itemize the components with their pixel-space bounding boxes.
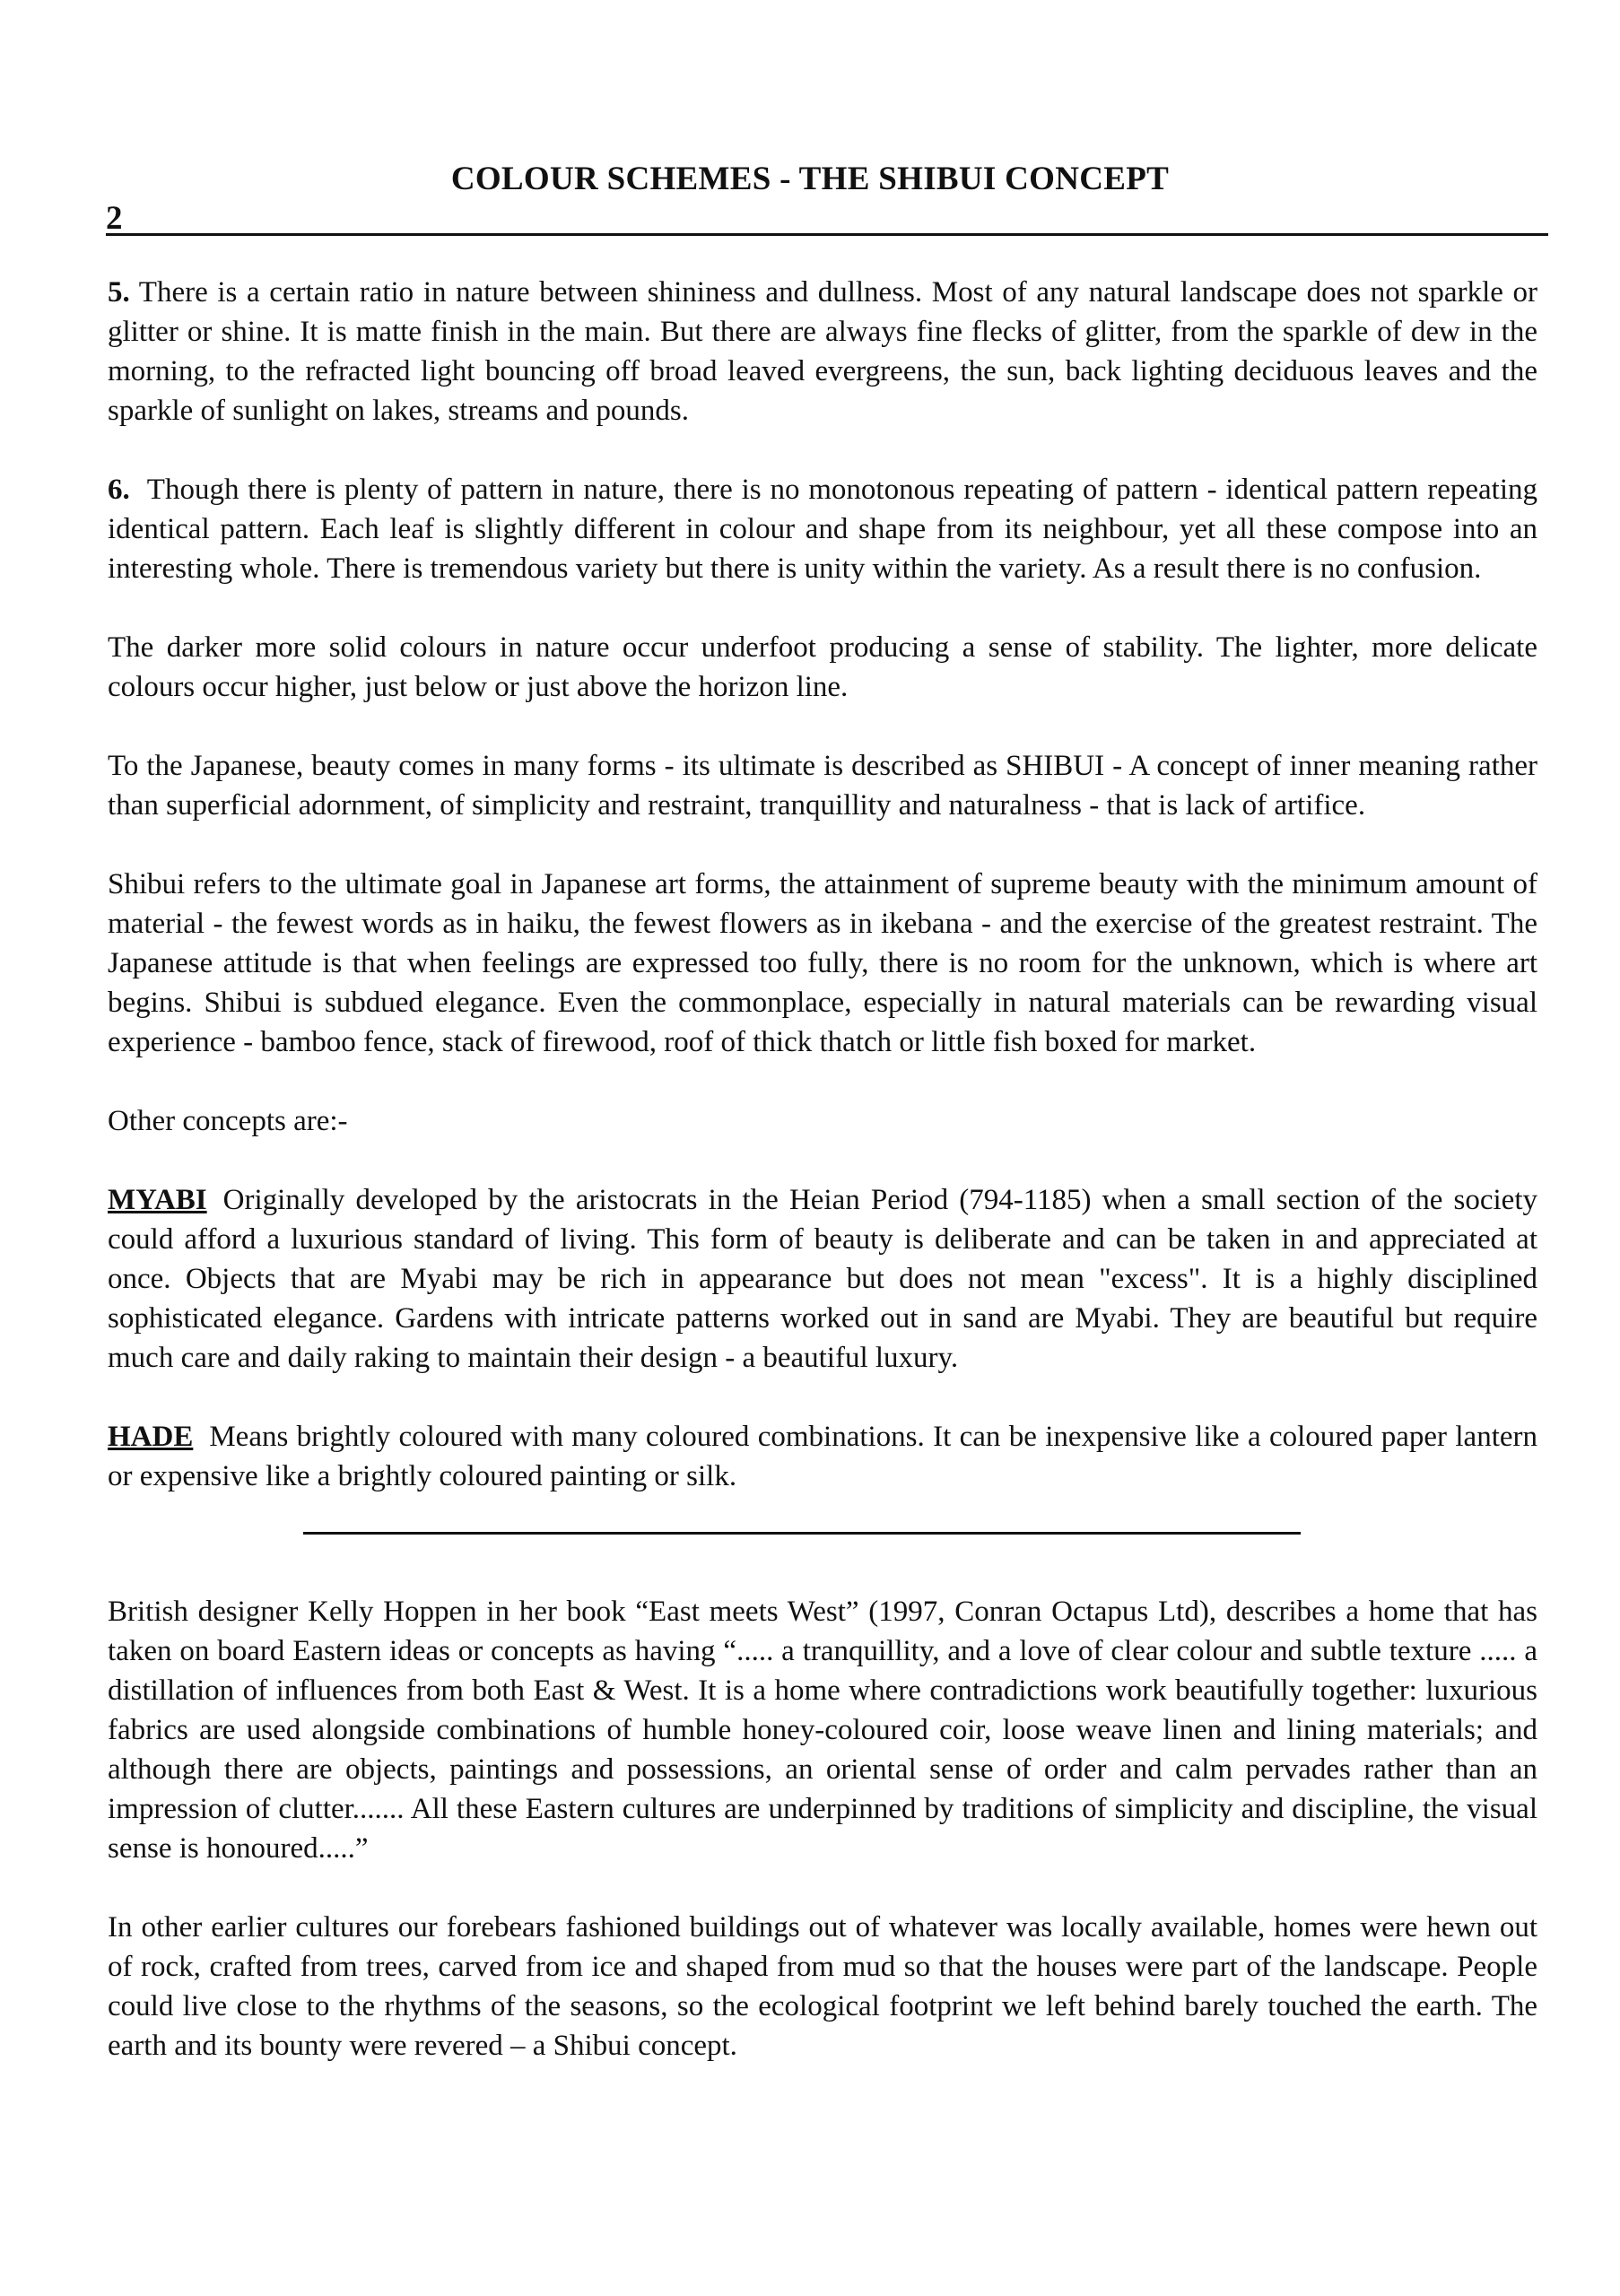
paragraph-number: 6. <box>108 474 130 506</box>
page-number: 2 <box>106 200 123 237</box>
concept-myabi <box>108 1180 1537 1378</box>
concept-text: Means brightly coloured with many coloured combinations. It can be inexpensive like a coloured paper lantern or expensive like a brightly coloured painting or silk. <box>108 1421 1537 1492</box>
section-divider <box>303 1532 1301 1535</box>
concept-term: MYABI <box>108 1184 207 1216</box>
paragraph-colours: The darker more solid colours in nature occur underfoot producing a sense of stability. The lighter, more delicate colours occur higher, just below or just above the horizon line. <box>108 631 1537 703</box>
body-text <box>108 273 1537 2105</box>
page-title: COLOUR SCHEMES - THE SHIBUI CONCEPT <box>450 161 1170 197</box>
concept-hade <box>108 1417 1537 1496</box>
paragraph-6 <box>108 470 1537 588</box>
paragraph-earlier-cultures: In other earlier cultures our forebears fashioned buildings out of whatever was locally available, homes were hewn out of rock, crafted from trees, carved from ice and shaped from mud so that the houses were part of the landscape. People could live close to the rhythms of the seasons, so the ecological footprint we left behind barely touched the earth. The earth and its bounty were revered – a Shibui concept. <box>108 1911 1537 2062</box>
paragraph-5 <box>108 273 1537 430</box>
paragraph-shibui: Shibui refers to the ultimate goal in Japanese art forms, the attainment of supreme beauty with the minimum amount of material - the fewest words as in haiku, the fewest flowers as in ikebana - and the exercise of the greatest restraint. The Japanese attitude is that when feelings are expressed too fully, there is no room for the unknown, which is where art begins. Shibui is subdued elegance. Even the commonplace, especially in natural materials can be rewarding visual experience - bamboo fence, stack of firewood, roof of thick thatch or little fish boxed for market. <box>108 868 1537 1058</box>
paragraph-other-concepts: Other concepts are:- <box>108 1105 348 1137</box>
paragraph-text: There is a certain ratio in nature between shininess and dullness. Most of any natural landscape does not sparkle or glitter or shine. It is matte finish in the main. But there are always fine flecks of glitter, from the sparkle of dew in the morning, to the refracted light bouncing off broad leaved evergreens, the sun, back lighting deciduous leaves and the sparkle of sunlight on lakes, streams and pounds. <box>108 276 1538 427</box>
header-rule <box>106 233 1548 236</box>
paragraph-number: 5. <box>108 276 130 309</box>
concept-text: Originally developed by the aristocrats in the Heian Period (794-1185) when a small section of the society could afford a luxurious standard of living. This form of beauty is deliberate and can be taken in and appreciated at once. Objects that are Myabi may be rich in appearance but does not mean "excess". It is a highly disciplined sophisticated elegance. Gardens with intricate patterns worked out in sand are Myabi. They are beautiful but require much care and daily raking to maintain their design - a beautiful luxury. <box>108 1184 1537 1374</box>
paragraph-kelly-hoppen: British designer Kelly Hoppen in her book “East meets West” (1997, Conran Octapus Ltd), describes a home that has taken on board Eastern ideas or concepts as having “..... a tranquillity, and a love of clear colour and subtle texture ..... a distillation of influences from both East & West. It is a home where contradictions work beautifully together: luxurious fabrics are used alongside combinations of humble honey-coloured coir, loose weave linen and lining materials; and although there are objects, paintings and possessions, an oriental sense of order and calm pervades rather than an impression of clutter....... All these Eastern cultures are underpinned by traditions of simplicity and discipline, the visual sense is honoured.....” <box>108 1596 1537 1865</box>
concept-term: HADE <box>108 1421 194 1453</box>
paragraph-text: Though there is plenty of pattern in nature, there is no monotonous repeating of pattern - identical pattern repeating identical pattern. Each leaf is slightly different in colour and shape from its neighbour, yet all these compose into an interesting whole. There is tremendous variety but there is unity within the variety. As a result there is no confusion. <box>108 474 1537 585</box>
paragraph-japanese-beauty: To the Japanese, beauty comes in many forms - its ultimate is described as SHIBUI - A concept of inner meaning rather than superficial adornment, of simplicity and restraint, tranquillity and naturalness - that is lack of artifice. <box>108 750 1537 822</box>
